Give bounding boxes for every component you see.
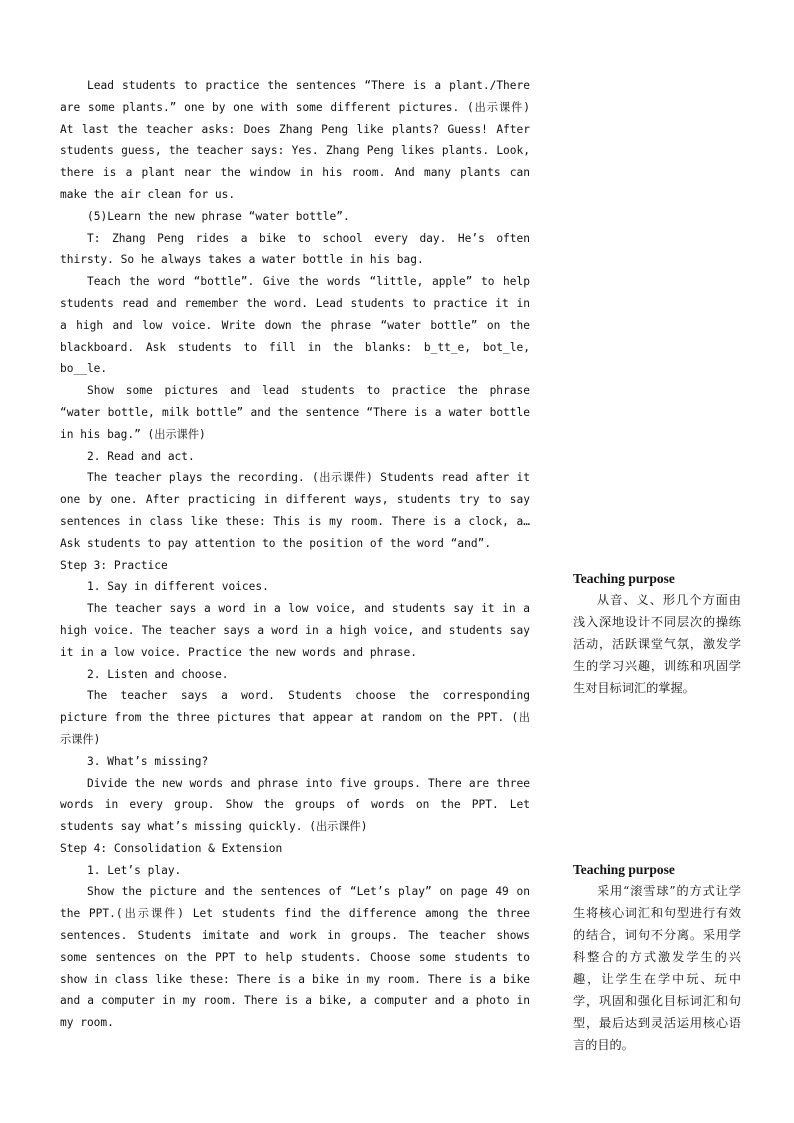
list-item-lets-play: 1. Let’s play. <box>87 863 182 877</box>
side-note-heading: Teaching purpose <box>573 571 675 586</box>
paragraph-lets-play: Show the picture and the sentences of “Let’s play” on page 49 on the PPT.(出示课件) Let students find the difference among the three sentences. Students imitate and work in groups. The teacher shows some sentences on the PPT to help students. Choose some students to show in class like these: There is a bike in my room. There is a bike and a computer in my room. There is a bike, a computer and a photo in my room. <box>60 885 530 1030</box>
list-item-read-act: 2. Read and act. <box>87 449 195 463</box>
list-item-listen-choose: 2. Listen and choose. <box>87 667 229 681</box>
paragraph-show-pictures: Show some pictures and lead students to practice the phrase “water bottle, milk bottle” and the sentence “There is a water bottle in his bag.” (出示课件) <box>60 384 530 441</box>
paragraph-learn-phrase: (5)Learn the new phrase “water bottle”. <box>87 209 350 223</box>
list-item-whats-missing: 3. What’s missing? <box>87 754 209 768</box>
step-heading-practice: Step 3: Practice <box>60 558 168 572</box>
paragraph-plants: Lead students to practice the sentences “There is a plant./There are some plants.” one by one with some different pictures. (出示课件) At last the teacher asks: Does Zhang Peng like plants? Guess! After students guess, the teacher says: Yes. Zhang Peng likes plants. Look, there is a plant near the window in his room. And many plants can make the air clean for us. <box>60 79 530 201</box>
paragraph-groups: Divide the new words and phrase into five groups. There are three words in every group. Show the groups of words on the PPT. Let students say what’s missing quickly. (出示课件) <box>60 776 530 834</box>
side-note-teaching-purpose-1 <box>573 571 741 699</box>
step-heading-consolidation: Step 4: Consolidation & Extension <box>60 841 283 855</box>
paragraph-teacher-dialogue: T: Zhang Peng rides a bike to school every day. He’s often thirsty. So he always takes a water bottle in his bag. <box>60 231 530 267</box>
paragraph-listen: The teacher says a word. Students choose the corresponding picture from the three pictures that appear at random on the PPT. (出示课件) <box>60 689 530 746</box>
side-note-text: 采用“滚雪球”的方式让学生将核心词汇和句型进行有效的结合，词句不分离。采用学科整合的方式激发学生的兴趣，让学生在学中玩、玩中学，巩固和强化目标词汇和句型，最后达到灵活运用核心语言的目的。 <box>573 884 741 1052</box>
side-note-heading: Teaching purpose <box>573 862 675 877</box>
list-item-say-voices: 1. Say in different voices. <box>87 580 269 594</box>
paragraph-recording: The teacher plays the recording. (出示课件) Students read after it one by one. After practicing in different ways, students try to say sentences in class like these: This is my room. There is a clock, a… Ask students to pay attention to the position of the word “and”. <box>60 471 530 550</box>
lesson-body <box>60 75 530 1034</box>
side-note-teaching-purpose-2 <box>573 862 741 1056</box>
paragraph-teach-bottle: Teach the word “bottle”. Give the words “little, apple” to help students read and remember the word. Lead students to practice it in a high and low voice. Write down the phrase “water bottle” on the blackboard. Ask students to fill in the blanks: b_tt_e, bot_le, bo__le. <box>60 275 530 376</box>
paragraph-voices: The teacher says a word in a low voice, and students say it in a high voice. The teacher says a word in a high voice, and students say it in a low voice. Practice the new words and phrase. <box>60 602 530 659</box>
side-note-text: 从音、义、形几个方面由浅入深地设计不同层次的操练活动，活跃课堂气氛，激发学生的学习兴趣，训练和巩固学生对目标词汇的掌握。 <box>573 593 741 695</box>
